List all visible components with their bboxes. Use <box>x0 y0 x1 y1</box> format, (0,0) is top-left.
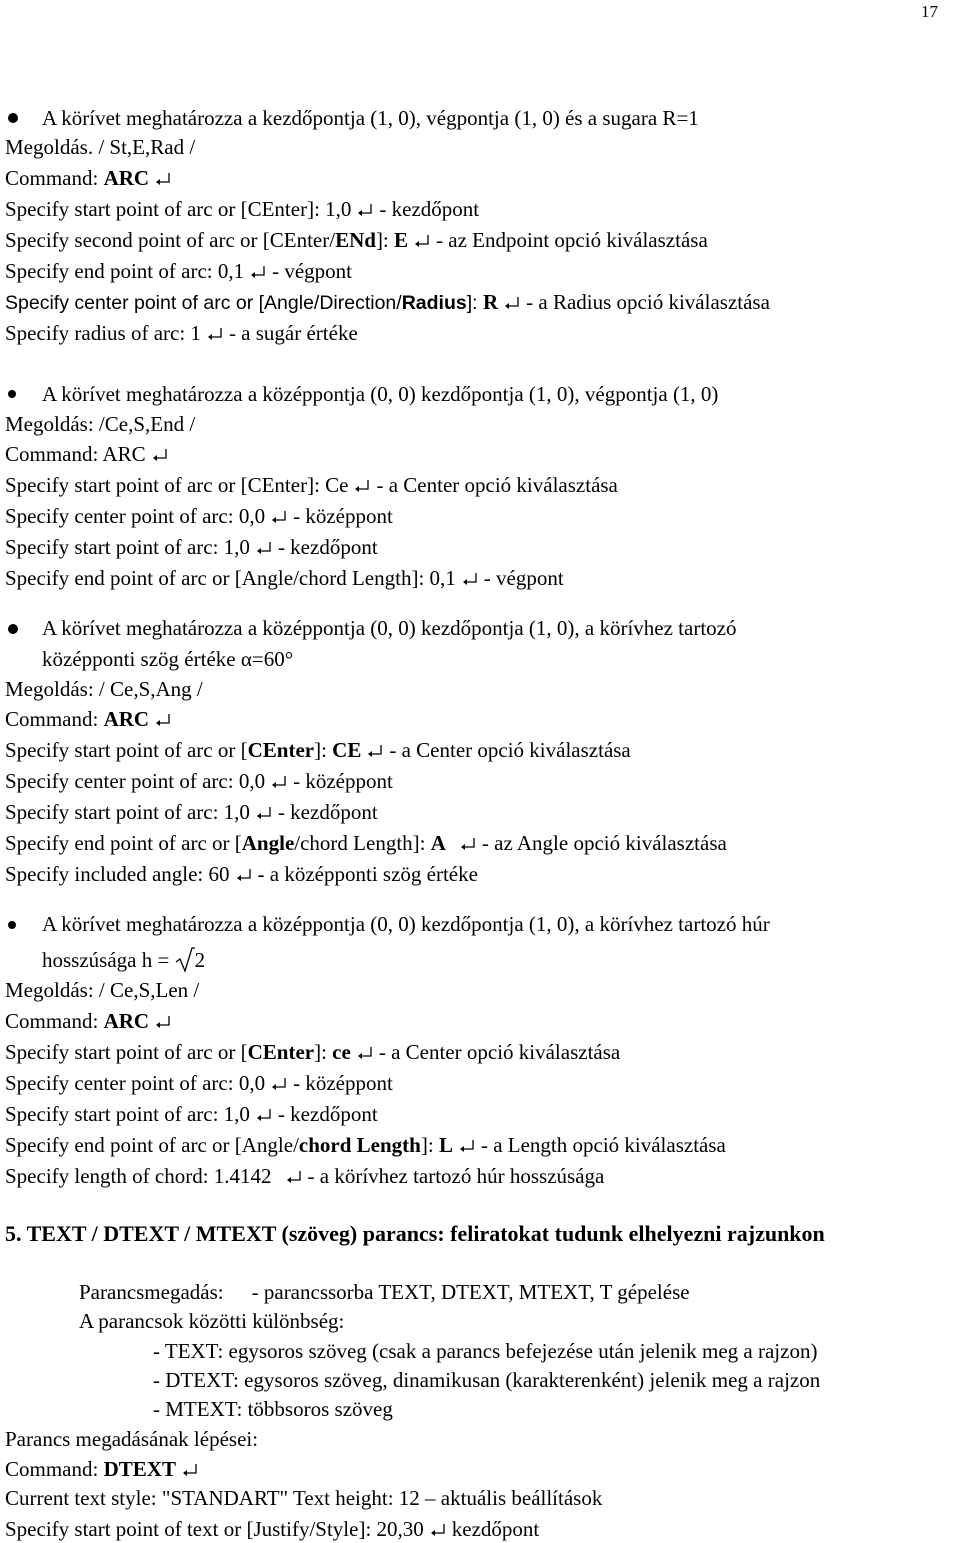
block3-bullet-text-2: középponti szög értéke α=60° <box>42 647 294 671</box>
block2-solution: Megoldás: /Ce,S,End / <box>5 412 196 436</box>
enter-arrow-icon <box>256 1109 272 1121</box>
bullet-icon <box>8 113 18 123</box>
difference-intro: A parancsok közötti különbség: <box>79 1309 345 1333</box>
enter-arrow-icon <box>504 297 520 309</box>
block3-command: Command: ARC <box>5 706 177 732</box>
enter-arrow-icon <box>462 573 478 585</box>
enter-arrow-icon <box>182 1464 198 1476</box>
block3-line5: Specify start point of arc: 1,0 - kezdőpont <box>5 800 378 824</box>
enter-arrow-icon <box>271 1078 287 1090</box>
bullet-icon <box>8 390 16 398</box>
bullet-icon <box>8 921 16 929</box>
enter-arrow-icon <box>414 235 430 247</box>
block4-bullet-text-2: hosszúsága h = 2 <box>42 948 206 972</box>
enter-arrow-icon <box>256 807 272 819</box>
start-point-line: Specify start point of text or [Justify/Style]: 20,30 kezdőpont <box>5 1517 540 1541</box>
dtext-command: Command: DTEXT <box>5 1456 204 1482</box>
enter-arrow-icon <box>357 204 373 216</box>
block2-line4: Specify center point of arc: 0,0 - középpont <box>5 504 393 528</box>
block2-line3: Specify start point of arc or [CEnter]: Ce - a Center opció kiválasztása <box>5 473 618 497</box>
text-description: - TEXT: egysoros szöveg (csak a parancs befejezése után jelenik meg a rajzon) <box>153 1339 818 1363</box>
sqrt-symbol: 2 <box>175 947 206 973</box>
enter-arrow-icon <box>155 173 171 185</box>
enter-arrow-icon <box>354 480 370 492</box>
enter-arrow-icon <box>271 776 287 788</box>
enter-arrow-icon <box>207 328 223 340</box>
enter-arrow-icon <box>459 1140 475 1152</box>
enter-arrow-icon <box>236 869 252 881</box>
block4-bullet-text: A körívet meghatározza a középpontja (0, 0) kezdőpontja (1, 0), a körívhez tartozó húr <box>42 912 770 936</box>
block2-bullet-text: A körívet meghatározza a középpontja (0, 0) kezdőpontja (1, 0), végpontja (1, 0) <box>42 382 719 406</box>
enter-arrow-icon <box>271 511 287 523</box>
block1-line6: Specify center point of arc or [Angle/Direction/Radius]: R - a Radius opció kiválasztása <box>5 290 770 314</box>
block4-line3: Specify start point of arc or [CEnter]: ce - a Center opció kiválasztása <box>5 1040 621 1064</box>
enter-arrow-icon <box>155 1016 171 1028</box>
block1-command: Command: ARC <box>5 165 177 191</box>
enter-arrow-icon <box>357 1047 373 1059</box>
block1-line5: Specify end point of arc: 0,1 - végpont <box>5 259 353 283</box>
block3-bullet-text: A körívet meghatározza a középpontja (0, 0) kezdőpontja (1, 0), a körívhez tartozó <box>42 616 737 640</box>
bullet-icon <box>8 624 18 634</box>
block1-bullet-text: A körívet meghatározza a kezdőpontja (1, 0), végpontja (1, 0) és a sugara R=1 <box>42 106 699 130</box>
page-number: 17 <box>921 2 938 21</box>
enter-arrow-icon <box>152 449 168 461</box>
current-style-line: Current text style: "STANDART" Text height: 12 – aktuális beállítások <box>5 1486 603 1510</box>
block4-solution: Megoldás: / Ce,S,Len / <box>5 978 200 1002</box>
block2-line5: Specify start point of arc: 1,0 - kezdőpont <box>5 535 378 559</box>
block1-line4: Specify second point of arc or [CEnter/ENd]: E - az Endpoint opció kiválasztása <box>5 228 708 252</box>
enter-arrow-icon <box>367 745 383 757</box>
enter-arrow-icon <box>256 542 272 554</box>
block3-line4: Specify center point of arc: 0,0 - középpont <box>5 769 393 793</box>
block3-line3: Specify start point of arc or [CEnter]: CE - a Center opció kiválasztása <box>5 738 631 762</box>
block4-line5: Specify start point of arc: 1,0 - kezdőpont <box>5 1102 378 1126</box>
enter-arrow-icon <box>286 1171 302 1183</box>
block1-solution: Megoldás. / St,E,Rad / <box>5 135 196 159</box>
block3-line7: Specify included angle: 60 - a középponti szög értéke <box>5 862 478 886</box>
enter-arrow-icon <box>430 1524 446 1536</box>
block4-line4: Specify center point of arc: 0,0 - középpont <box>5 1071 393 1095</box>
block3-line6: Specify end point of arc or [Angle/chord Length]: A - az Angle opció kiválasztása <box>5 831 727 855</box>
mtext-description: - MTEXT: többsoros szöveg <box>153 1397 393 1421</box>
block4-line6: Specify end point of arc or [Angle/chord Length]: L - a Length opció kiválasztása <box>5 1133 726 1157</box>
enter-arrow-icon <box>250 266 266 278</box>
block2-line6: Specify end point of arc or [Angle/chord Length]: 0,1 - végpont <box>5 566 564 590</box>
block1-line7: Specify radius of arc: 1 - a sugár értéke <box>5 321 358 345</box>
steps-intro: Parancs megadásának lépései: <box>5 1427 259 1451</box>
enter-arrow-icon <box>155 714 171 726</box>
block3-solution: Megoldás: / Ce,S,Ang / <box>5 677 203 701</box>
block1-line3: Specify start point of arc or [CEnter]: 1,0 - kezdőpont <box>5 197 480 221</box>
dtext-description: - DTEXT: egysoros szöveg, dinamikusan (karakterenként) jelenik meg a rajzon <box>153 1368 821 1392</box>
block4-line7: Specify length of chord: 1.4142 - a körívhez tartozó húr hosszúsága <box>5 1164 605 1188</box>
command-entry-line: Parancsmegadás: - parancssorba TEXT, DTEXT, MTEXT, T gépelése <box>79 1280 690 1304</box>
block2-command: Command: ARC <box>5 441 174 467</box>
block4-command: Command: ARC <box>5 1008 177 1034</box>
enter-arrow-icon <box>460 838 476 850</box>
section-heading: 5. TEXT / DTEXT / MTEXT (szöveg) parancs: feliratokat tudunk elhelyezni rajzunkon <box>5 1221 825 1246</box>
